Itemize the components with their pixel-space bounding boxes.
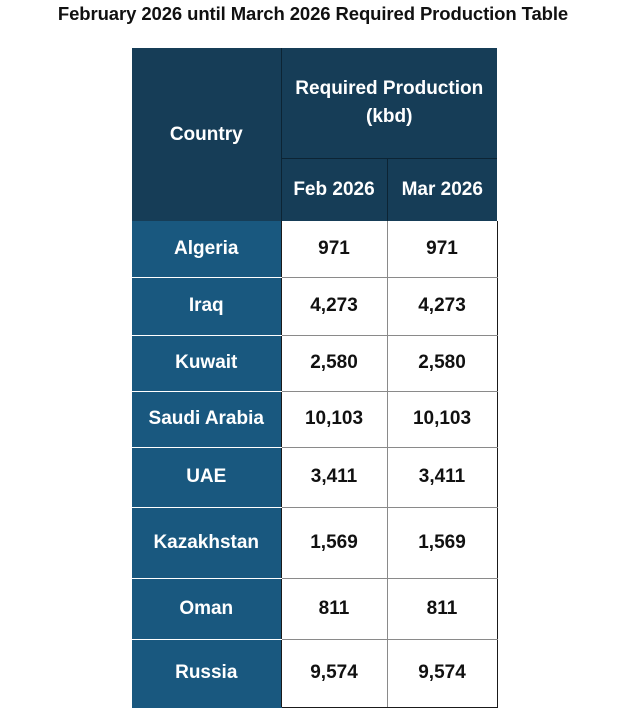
required-production-header: Required Production (kbd) (281, 48, 497, 158)
table-row (132, 335, 497, 391)
country-cell: Oman (132, 578, 281, 639)
feb-value-cell: 2,580 (281, 335, 387, 391)
country-column-header: Country (132, 48, 281, 221)
mar-value-cell: 3,411 (387, 447, 497, 507)
table-row (132, 507, 497, 578)
country-cell: Russia (132, 639, 281, 707)
feb-value-cell: 10,103 (281, 391, 387, 447)
table-row (132, 221, 497, 277)
production-table (132, 48, 498, 708)
feb-value-cell: 9,574 (281, 639, 387, 707)
table-row (132, 447, 497, 507)
country-cell: Algeria (132, 221, 281, 277)
table-row (132, 639, 497, 707)
table-row (132, 391, 497, 447)
table-row (132, 277, 497, 335)
feb-value-cell: 1,569 (281, 507, 387, 578)
table-row (132, 578, 497, 639)
feb-value-cell: 971 (281, 221, 387, 277)
country-cell: Kazakhstan (132, 507, 281, 578)
feb-value-cell: 3,411 (281, 447, 387, 507)
mar-value-cell: 4,273 (387, 277, 497, 335)
feb-value-cell: 811 (281, 578, 387, 639)
country-cell: Saudi Arabia (132, 391, 281, 447)
mar-value-cell: 811 (387, 578, 497, 639)
mar-value-cell: 1,569 (387, 507, 497, 578)
month-header-feb: Feb 2026 (281, 158, 387, 221)
mar-value-cell: 10,103 (387, 391, 497, 447)
feb-value-cell: 4,273 (281, 277, 387, 335)
page-title: February 2026 until March 2026 Required Production Table (57, 3, 569, 24)
mar-value-cell: 2,580 (387, 335, 497, 391)
month-header-mar: Mar 2026 (387, 158, 497, 221)
mar-value-cell: 9,574 (387, 639, 497, 707)
country-cell: UAE (132, 447, 281, 507)
country-cell: Iraq (132, 277, 281, 335)
country-cell: Kuwait (132, 335, 281, 391)
mar-value-cell: 971 (387, 221, 497, 277)
